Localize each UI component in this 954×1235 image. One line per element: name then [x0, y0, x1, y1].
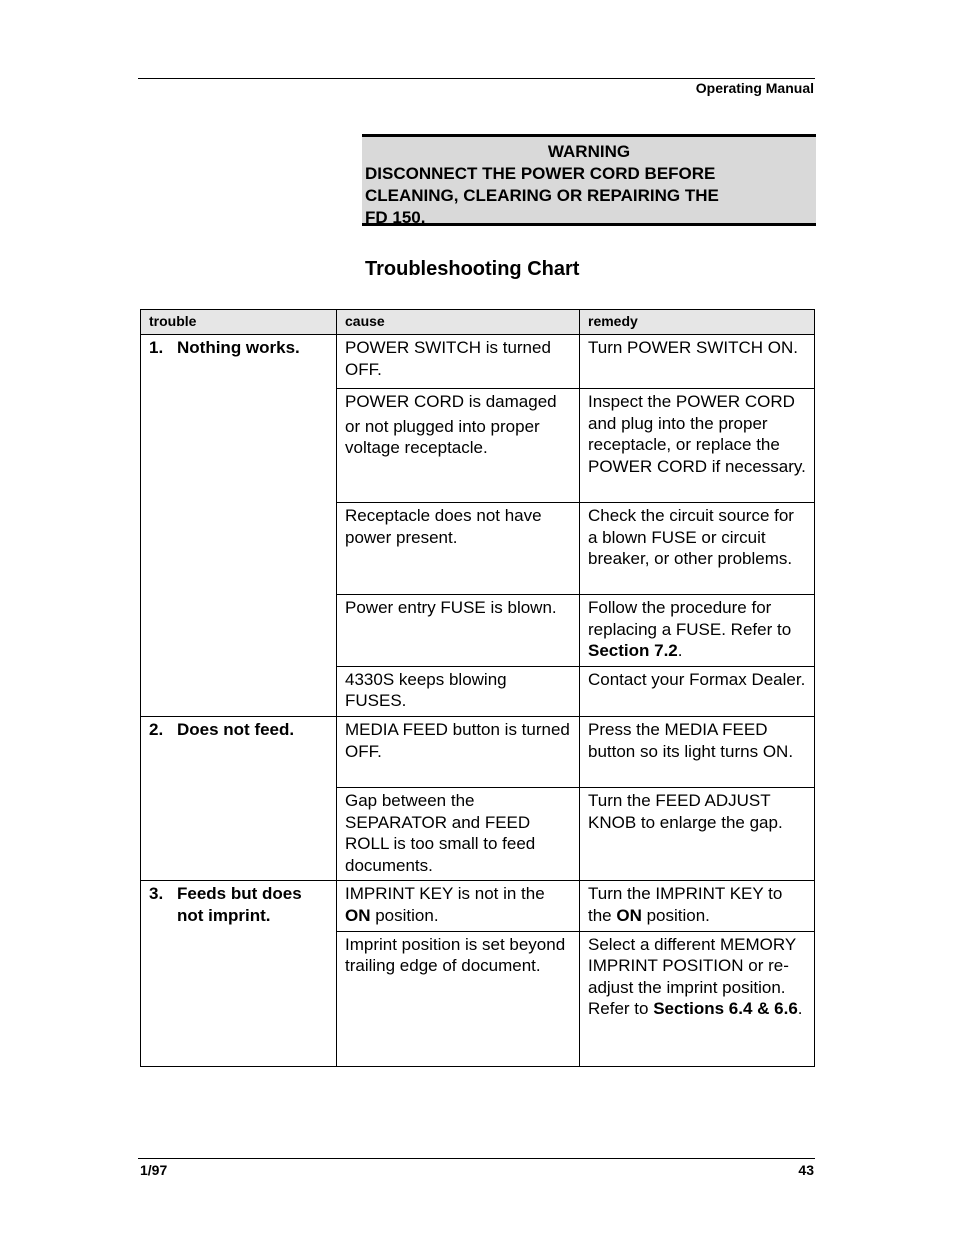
cause-cell: Gap between the SEPARATOR and FEED ROLL is too small to feed documents.	[337, 787, 580, 880]
warning-line-2: CLEANING, CLEARING OR REPAIRING THE	[365, 186, 719, 205]
cause-cell: Power entry FUSE is blown.	[337, 595, 580, 667]
trouble-cell	[141, 881, 337, 1066]
page-number: 43	[798, 1162, 814, 1178]
cause-cell: Imprint position is set beyond trailing edge of document.	[337, 931, 580, 1066]
remedy-text-end: position.	[641, 905, 710, 925]
cause-text: POWER CORD is damaged	[345, 392, 557, 411]
section-reference: Section 7.2	[588, 641, 678, 661]
cause-text-end: position.	[370, 905, 439, 925]
remedy-text: Select a different MEMORY IMPRINT POSITION or re-adjust the imprint position. Refer to	[588, 934, 796, 1019]
remedy-cell: Contact your Formax Dealer.	[580, 666, 815, 716]
trouble-label: Does not feed.	[177, 719, 295, 739]
footer-rule	[138, 1158, 815, 1159]
warning-line-3: FD 150.	[365, 208, 426, 227]
remedy-cell	[580, 931, 815, 1066]
chart-title: Troubleshooting Chart	[365, 258, 580, 280]
remedy-cell	[580, 595, 815, 667]
cause-cell	[337, 881, 580, 931]
trouble-cell	[141, 335, 337, 717]
remedy-text: Turn the IMPRINT KEY to the	[588, 884, 783, 925]
table-row	[141, 335, 815, 389]
header-remedy: remedy	[580, 310, 815, 335]
trouble-cell	[141, 716, 337, 880]
cause-cell	[337, 389, 580, 503]
remedy-on-text: ON	[616, 905, 642, 925]
table-row	[141, 716, 815, 787]
trouble-number: 3.	[149, 884, 164, 904]
trouble-label: Feeds but does not imprint.	[177, 884, 302, 925]
cause-on-text: ON	[345, 905, 371, 925]
remedy-cell: Check the circuit source for a blown FUSE or circuit breaker, or other problems.	[580, 503, 815, 595]
warning-title: WARNING	[547, 142, 631, 161]
table-header-row	[141, 310, 815, 335]
header-cause: cause	[337, 310, 580, 335]
header-title: Operating Manual	[695, 80, 814, 96]
header-trouble: trouble	[141, 310, 337, 335]
remedy-text-end: .	[797, 999, 803, 1019]
remedy-text: Follow the procedure for replacing a FUSE. Refer to	[588, 598, 792, 639]
trouble-number: 1.	[149, 338, 164, 357]
trouble-label: Nothing works.	[177, 338, 300, 357]
cause-cell: MEDIA FEED button is turned OFF.	[337, 716, 580, 787]
section-reference: Sections 6.4 & 6.6	[653, 999, 798, 1019]
cause-text: IMPRINT KEY is not in the	[345, 884, 545, 904]
remedy-cell: Press the MEDIA FEED button so its light turns ON.	[580, 716, 815, 787]
remedy-text-end: .	[677, 641, 683, 661]
warning-box	[362, 134, 816, 226]
remedy-cell: Turn the FEED ADJUST KNOB to enlarge the gap.	[580, 787, 815, 880]
trouble-number: 2.	[149, 719, 164, 739]
remedy-cell: Inspect the POWER CORD and plug into the proper receptacle, or replace the POWER CORD if necessary.	[580, 389, 815, 503]
cause-cell: 4330S keeps blowing FUSES.	[337, 666, 580, 716]
cause-text: or not plugged into proper voltage receptacle.	[345, 416, 540, 458]
cause-cell: POWER SWITCH is turned OFF.	[337, 335, 580, 389]
warning-line-1: DISCONNECT THE POWER CORD BEFORE	[365, 164, 716, 183]
footer-date: 1/97	[140, 1162, 168, 1178]
header-rule	[138, 78, 815, 79]
cause-cell: Receptacle does not have power present.	[337, 503, 580, 595]
troubleshooting-table	[140, 309, 815, 1067]
table-row	[141, 881, 815, 931]
remedy-cell: Turn POWER SWITCH ON.	[580, 335, 815, 389]
remedy-cell	[580, 881, 815, 931]
